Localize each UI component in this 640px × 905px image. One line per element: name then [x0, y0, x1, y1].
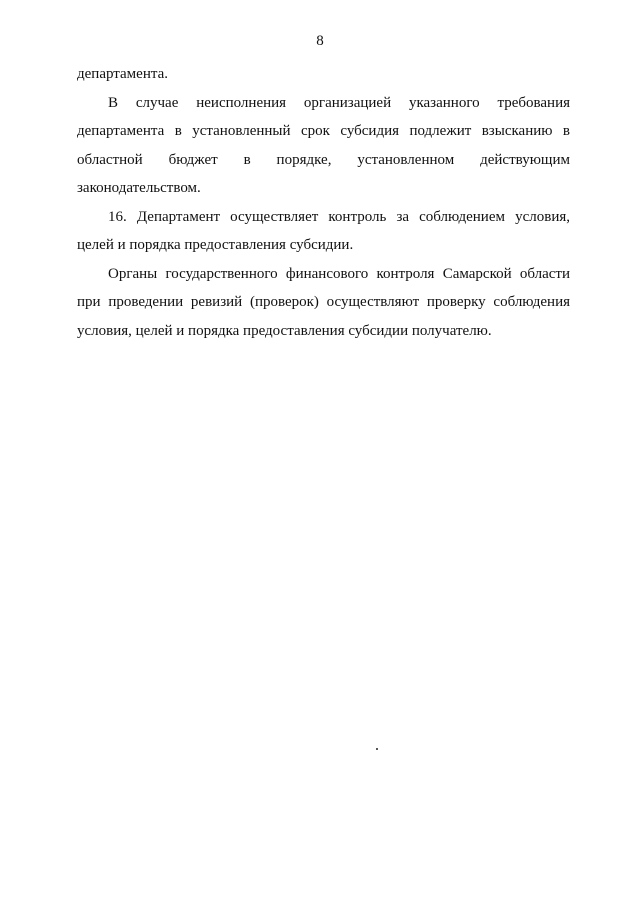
paragraph-recovery: В случае неисполнения организацией указанного требования департамента в установленный срок субсидия подлежит взысканию в областной бюджет в порядке, установленном действующим законодательством. [77, 94, 570, 196]
page-number: 8 [316, 33, 324, 49]
paragraph-continuation: департамента. [77, 66, 168, 82]
paragraph-audit: Органы государственного финансового контроля Самарской области при проведении ревизий (проверок) осуществляют проверку соблюдения условия, целей и порядка предоставления субсидии получателю. [77, 265, 570, 339]
document-body [77, 60, 570, 345]
scan-speck [376, 748, 378, 750]
paragraph-control: 16. Департамент осуществляет контроль за соблюдением условия, целей и порядка предоставления субсидии. [77, 208, 570, 253]
